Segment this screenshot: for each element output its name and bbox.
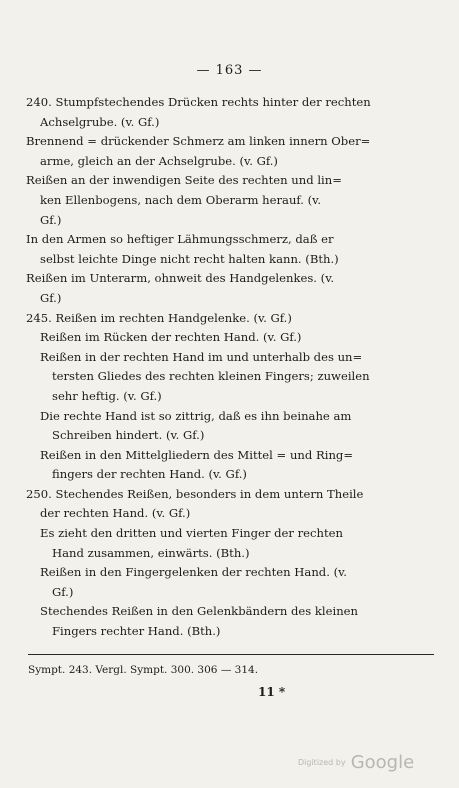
footnote-divider xyxy=(28,654,434,655)
symptom-line: Reißen in den Fingergelenken der rechten Hand. (v. xyxy=(40,565,347,580)
symptom-line: arme, gleich an der Achselgrube. (v. Gf.) xyxy=(40,153,278,168)
symptom-line: Die rechte Hand ist so zittrig, daß es ihn beinahe am xyxy=(40,408,352,423)
symptom-entry xyxy=(26,171,436,230)
symptom-entry xyxy=(26,93,436,132)
symptom-entry xyxy=(26,230,436,269)
symptom-list xyxy=(26,93,436,642)
symptom-entry xyxy=(26,407,436,446)
symptom-line: Schreiben hindert. (v. Gf.) xyxy=(52,428,205,443)
symptom-entry xyxy=(26,269,436,308)
symptom-line: Gf.) xyxy=(40,290,62,305)
footnote: Sympt. 243. Vergl. Sympt. 300. 306 — 314. xyxy=(28,664,259,676)
symptom-line: sehr heftig. (v. Gf.) xyxy=(52,388,162,403)
symptom-line: Achselgrube. (v. Gf.) xyxy=(40,114,160,129)
watermark-brand: Google xyxy=(350,752,415,773)
symptom-line: Reißen an der inwendigen Seite des rechten und lin= xyxy=(26,173,342,188)
symptom-line: Es zieht den dritten und vierten Finger der rechten xyxy=(40,526,343,541)
symptom-entry xyxy=(26,348,436,407)
symptom-line: Brennend = drückender Schmerz am linken innern Ober= xyxy=(26,134,371,149)
symptom-line: der rechten Hand. (v. Gf.) xyxy=(40,506,191,521)
symptom-line: Reißen im Unterarm, ohnweit des Handgelenkes. (v. xyxy=(26,271,335,286)
symptom-line: fingers der rechten Hand. (v. Gf.) xyxy=(52,467,247,482)
symptom-entry xyxy=(26,485,436,524)
symptom-entry xyxy=(26,524,436,563)
symptom-entry xyxy=(26,309,436,329)
watermark-prefix: Digitized by xyxy=(298,758,346,767)
symptom-line: Hand zusammen, einwärts. (Bth.) xyxy=(52,545,250,560)
symptom-line: Fingers rechter Hand. (Bth.) xyxy=(52,624,221,639)
symptom-entry xyxy=(26,328,436,348)
symptom-line: 250. Stechendes Reißen, besonders in dem untern Theile xyxy=(26,486,364,501)
symptom-entry xyxy=(26,563,436,602)
symptom-line: In den Armen so heftiger Lähmungsschmerz, daß er xyxy=(26,232,334,247)
signature-mark: 11 * xyxy=(258,685,286,699)
symptom-line: 240. Stumpfstechendes Drücken rechts hinter der rechten xyxy=(26,95,371,109)
symptom-entry xyxy=(26,602,436,641)
symptom-line: Gf.) xyxy=(52,584,74,599)
digitized-watermark xyxy=(298,752,414,773)
page-number: — 163 — xyxy=(196,63,263,78)
symptom-line: 245. Reißen im rechten Handgelenke. (v. Gf.) xyxy=(26,310,292,325)
symptom-entry xyxy=(26,132,436,171)
symptom-line: selbst leichte Dinge nicht recht halten kann. (Bth.) xyxy=(40,251,339,266)
symptom-line: Gf.) xyxy=(40,212,62,227)
symptom-line: Reißen in den Mittelgliedern des Mittel = und Ring= xyxy=(40,447,354,462)
symptom-line: Reißen im Rücken der rechten Hand. (v. Gf.) xyxy=(40,330,302,345)
symptom-line: Stechendes Reißen in den Gelenkbändern des kleinen xyxy=(40,604,358,619)
symptom-line: ken Ellenbogens, nach dem Oberarm herauf. (v. xyxy=(40,192,322,207)
symptom-line: Reißen in der rechten Hand im und unterhalb des un= xyxy=(40,349,363,364)
symptom-entry xyxy=(26,446,436,485)
symptom-line: tersten Gliedes des rechten kleinen Fingers; zuweilen xyxy=(52,369,370,384)
